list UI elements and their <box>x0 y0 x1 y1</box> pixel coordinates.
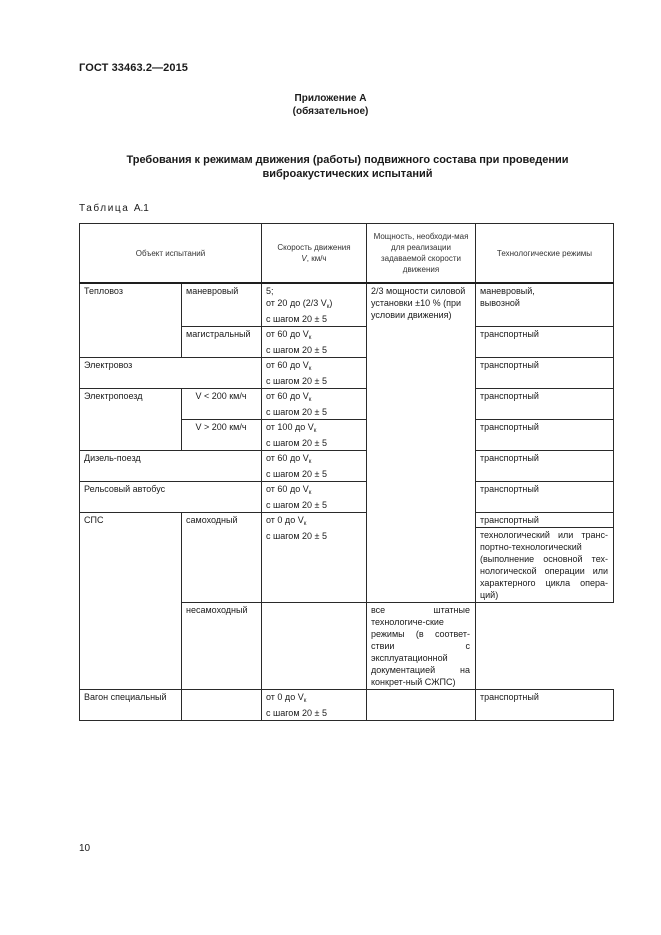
subtype-samokhodny: самоходный <box>182 513 262 603</box>
speed-subscript: к <box>313 428 317 434</box>
speed-line: с шагом 20 ± 5 <box>266 407 327 417</box>
speed-line <box>266 297 361 313</box>
speed-sps-nesamokhodny <box>262 603 367 690</box>
object-vagon-spetsialny: Вагон специальный <box>80 690 182 721</box>
speed-text: от 0 до V <box>266 692 304 702</box>
speed-subscript: к <box>308 366 312 372</box>
appendix-label: Приложение А <box>294 93 367 104</box>
speed-teplovoz-manevrovy <box>262 283 367 327</box>
object-elektropoezd: Электропоезд <box>80 389 182 451</box>
heading-line-1: Требования к режимам движения (работы) подвижного состава при проведении <box>126 154 569 166</box>
mode-line: вывозной <box>480 298 520 308</box>
subtype-below-200: V < 200 км/ч <box>182 389 262 420</box>
mode-sps-all-regular: все штатные технологиче-ские режимы (в соответ-ствии с эксплуатационной документацией на конкрет-ный СЖПС) <box>367 603 476 690</box>
object-elektrovoz: Электровоз <box>80 358 262 389</box>
speed-line <box>266 390 361 406</box>
speed-text: ) <box>329 298 333 308</box>
appendix-status: (обязательное) <box>292 106 369 117</box>
speed-line <box>266 691 361 707</box>
speed-line: с шагом 20 ± 5 <box>266 500 327 510</box>
speed-header-line-2 <box>266 253 362 264</box>
speed-text: от 100 до V <box>266 422 314 432</box>
section-heading <box>95 153 600 181</box>
speed-subscript: к <box>308 459 312 465</box>
speed-line: с шагом 20 ± 5 <box>266 438 327 448</box>
mode-elektrovoz: транспортный <box>476 358 614 389</box>
speed-line: 5; <box>266 286 274 296</box>
table-row <box>80 358 614 389</box>
speed-subscript: к <box>303 698 307 704</box>
speed-subscript: к <box>303 521 307 527</box>
column-header-speed <box>262 224 367 284</box>
table-header-row <box>80 224 614 284</box>
requirements-table <box>79 223 614 721</box>
speed-text: от 0 до V <box>266 515 304 525</box>
speed-elektropoezd-below-200 <box>262 389 367 420</box>
speed-text: от 60 до V <box>266 360 309 370</box>
mode-elektropoezd-below-200: транспортный <box>476 389 614 420</box>
speed-line: с шагом 20 ± 5 <box>266 531 327 541</box>
mode-rail-bus: транспортный <box>476 482 614 513</box>
speed-line <box>266 452 361 468</box>
speed-text: от 60 до V <box>266 391 309 401</box>
column-header-object: Объект испытаний <box>80 224 262 284</box>
mode-sps-transport: транспортный <box>476 513 614 528</box>
speed-line: с шагом 20 ± 5 <box>266 376 327 386</box>
table-label <box>79 203 149 214</box>
heading-line-2: виброакустических испытаний <box>262 168 433 180</box>
speed-line <box>266 514 361 530</box>
power-empty <box>367 690 476 721</box>
speed-line <box>266 359 361 375</box>
speed-subscript: к <box>308 397 312 403</box>
speed-subscript: к <box>326 304 330 310</box>
table-row <box>80 451 614 482</box>
speed-header-v: V <box>301 254 307 263</box>
page-number: 10 <box>79 843 91 854</box>
speed-vagon <box>262 690 367 721</box>
mode-sps-technological: технологический или транс-портно-технологический (выполнение основной тех-нологической операции или характерного цикла опера-ций) <box>476 528 614 603</box>
mode-teplovoz-manevrovy <box>476 283 614 327</box>
subtype-empty <box>182 690 262 721</box>
speed-header-line-1: Скорость движения <box>277 243 351 252</box>
table-row <box>80 283 614 327</box>
speed-line: с шагом 20 ± 5 <box>266 708 327 718</box>
subtype-nesamokhodny: несамоходный <box>182 603 262 690</box>
subtype-above-200: V > 200 км/ч <box>182 420 262 451</box>
object-sps: СПС <box>80 513 182 690</box>
mode-vagon: транспортный <box>476 690 614 721</box>
mode-line: маневровый, <box>480 286 535 296</box>
speed-elektrovoz <box>262 358 367 389</box>
speed-rail-bus <box>262 482 367 513</box>
document-id: ГОСТ 33463.2—2015 <box>79 62 189 74</box>
speed-text: от 60 до V <box>266 484 309 494</box>
speed-text: от 60 до V <box>266 329 309 339</box>
object-rail-bus: Рельсовый автобус <box>80 482 262 513</box>
speed-elektropoezd-above-200 <box>262 420 367 451</box>
speed-sps-samokhodny <box>262 513 367 603</box>
speed-line <box>266 328 361 344</box>
speed-line: с шагом 20 ± 5 <box>266 314 327 324</box>
speed-text: от 60 до V <box>266 453 309 463</box>
speed-text: от 20 до (2/3 V <box>266 298 327 308</box>
table-row <box>80 513 614 528</box>
speed-header-unit: , км/ч <box>306 254 327 263</box>
speed-teplovoz-magistralny <box>262 327 367 358</box>
mode-teplovoz-magistralny: транспортный <box>476 327 614 358</box>
subtype-magistralny: магистральный <box>182 327 262 358</box>
object-dizel-poezd: Дизель-поезд <box>80 451 262 482</box>
mode-dizel-poezd: транспортный <box>476 451 614 482</box>
speed-dizel-poezd <box>262 451 367 482</box>
object-teplovoz: Тепловоз <box>80 283 182 358</box>
speed-line: с шагом 20 ± 5 <box>266 345 327 355</box>
mode-elektropoezd-above-200: транспортный <box>476 420 614 451</box>
column-header-power: Мощность, необходи-мая для реализации задаваемой скорости движения <box>367 224 476 284</box>
speed-line <box>266 421 361 437</box>
table-label-number: А.1 <box>133 203 149 214</box>
power-requirement: 2/3 мощности силовой установки ±10 % (при условии движения) <box>367 283 476 603</box>
table-label-prefix: Таблица <box>79 203 130 214</box>
speed-line <box>266 483 361 499</box>
subtype-manevrovy: маневровый <box>182 283 262 327</box>
table-row <box>80 690 614 721</box>
speed-subscript: к <box>308 490 312 496</box>
appendix-title <box>0 92 661 118</box>
speed-subscript: к <box>308 335 312 341</box>
speed-line: с шагом 20 ± 5 <box>266 469 327 479</box>
table-row <box>80 389 614 420</box>
table-row <box>80 482 614 513</box>
column-header-modes: Технологические режимы <box>476 224 614 284</box>
